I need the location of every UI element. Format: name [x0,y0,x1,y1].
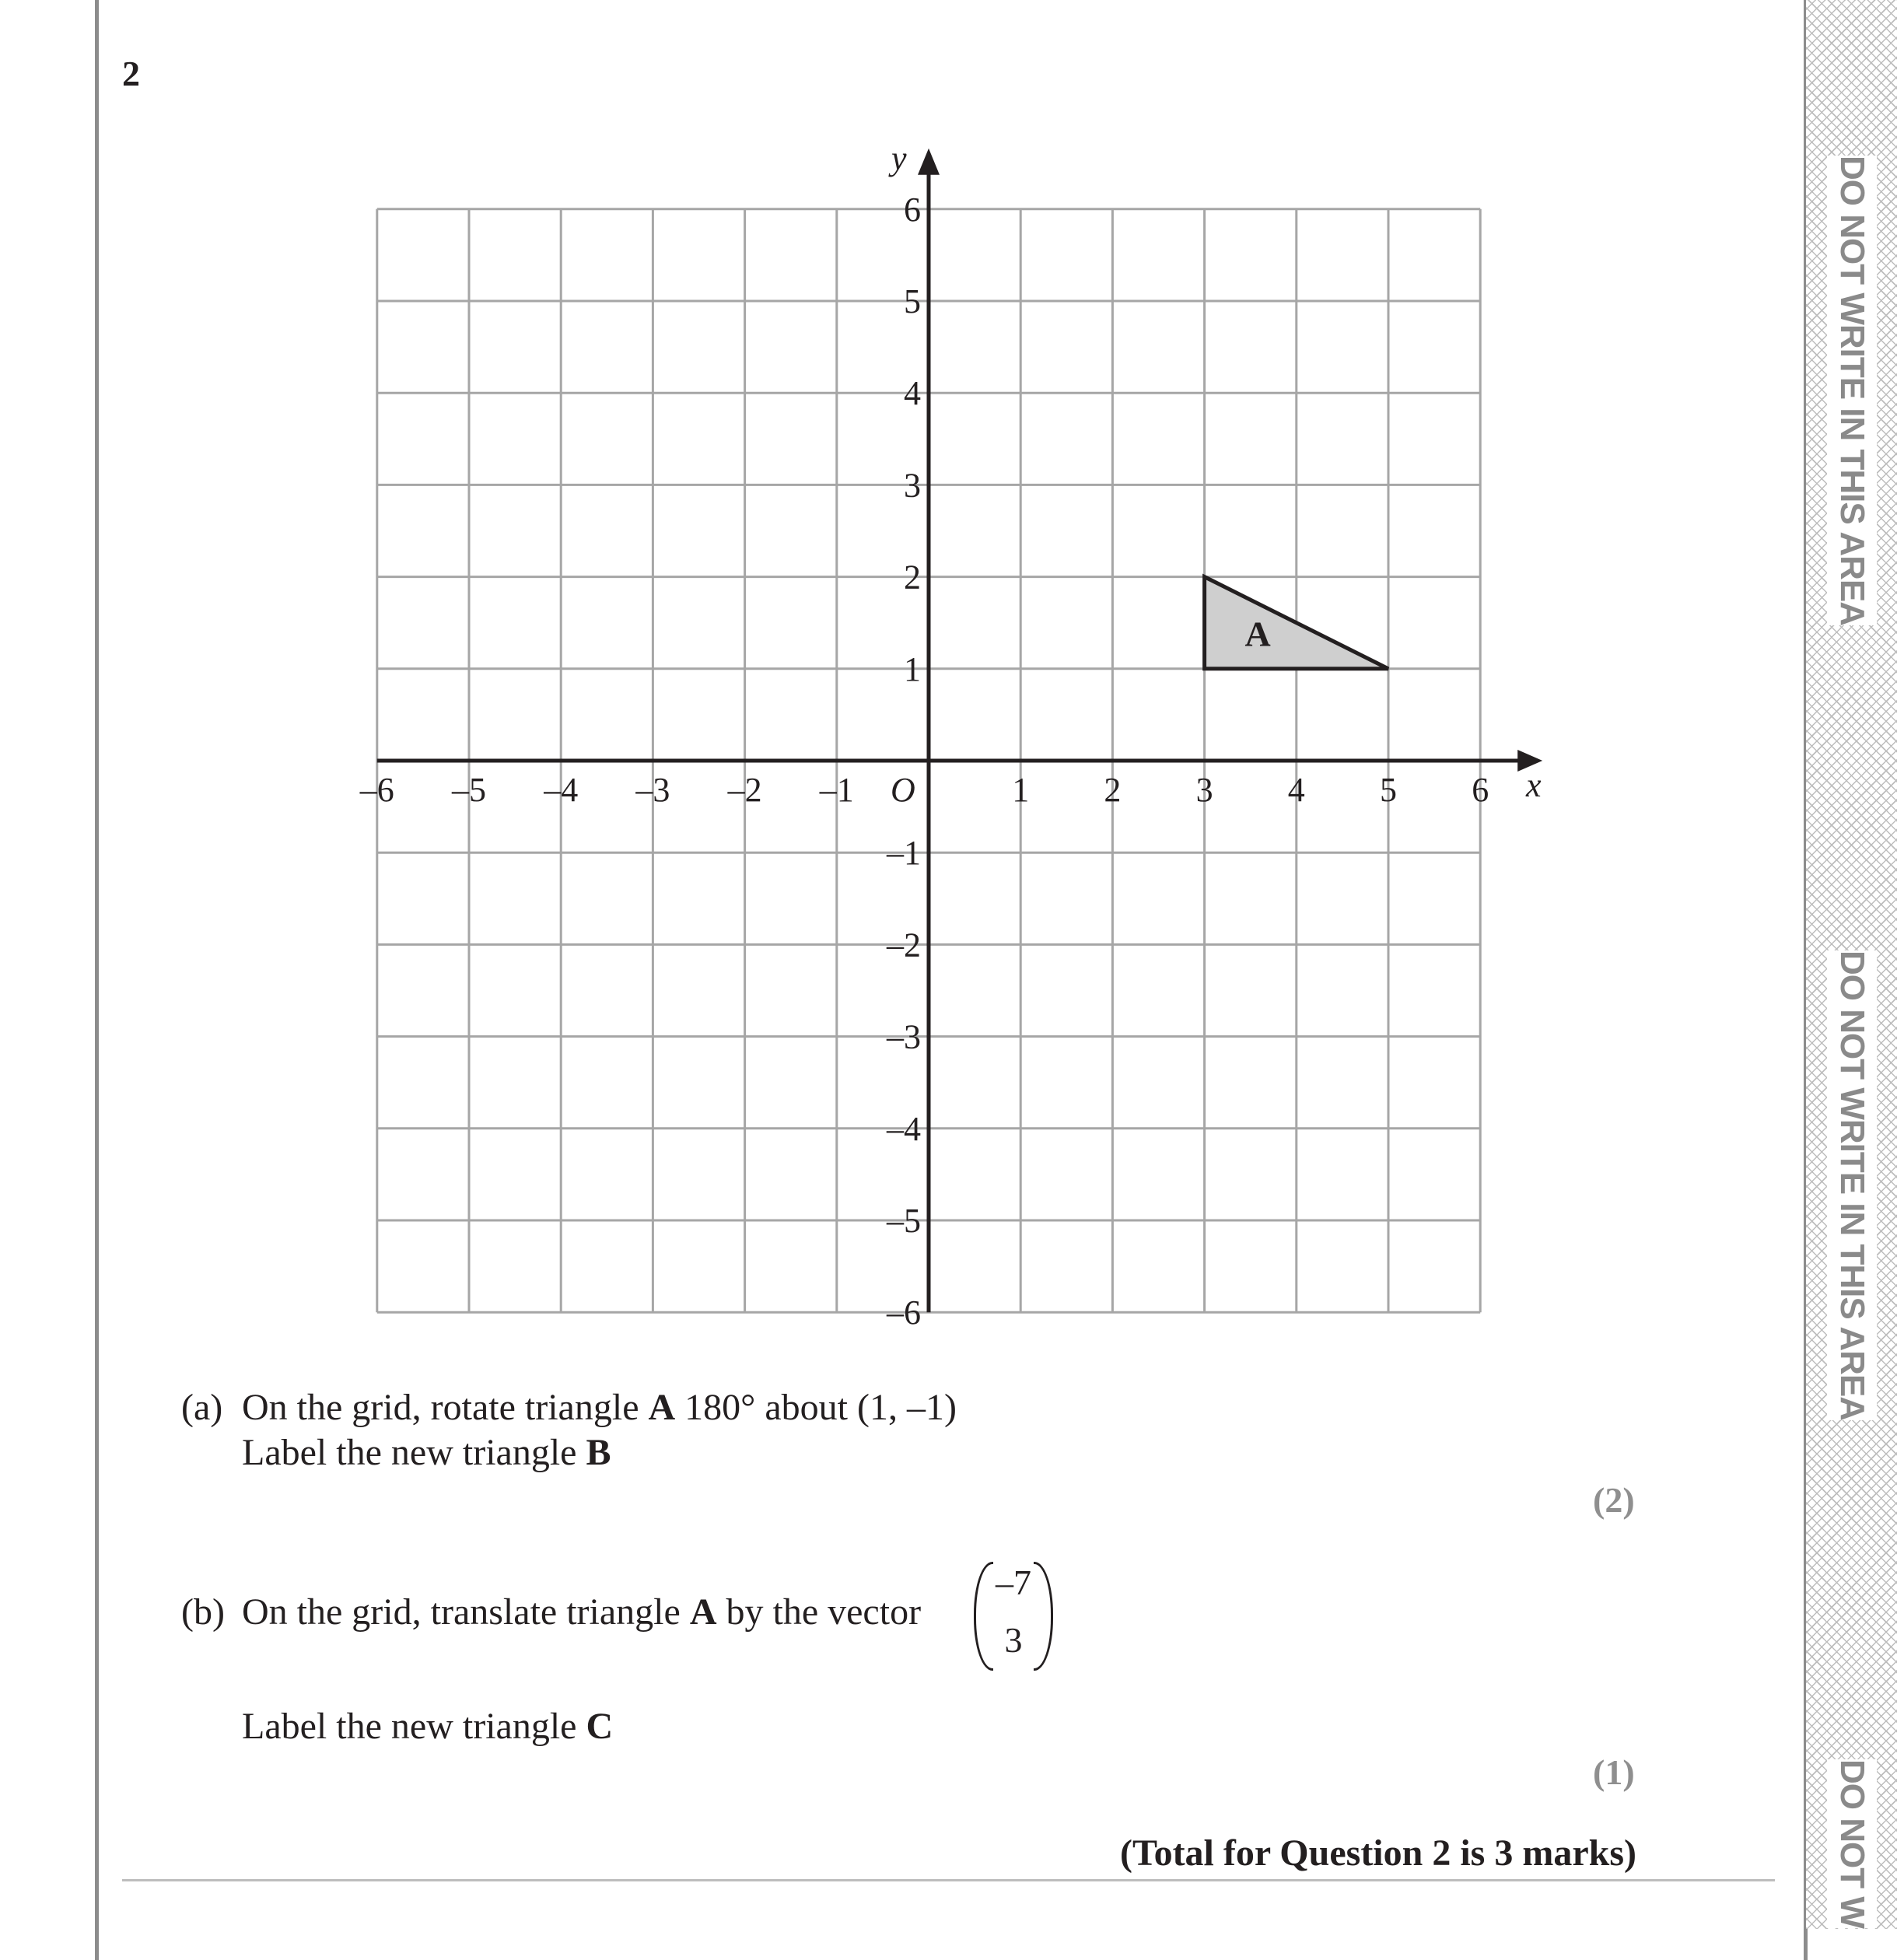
x-tick-label: 5 [1380,771,1397,809]
question-total: (Total for Question 2 is 3 marks) [1119,1832,1636,1874]
y-tick-label: –4 [887,1109,921,1148]
x-tick-label: –1 [819,771,854,809]
part-b-label-instruction: Label the new triangle C [242,1706,614,1747]
y-tick-label: 2 [904,558,921,597]
x-tick-label: –6 [359,771,394,809]
x-tick-label: 6 [1472,771,1489,809]
side-warning-bottom: DO NOT W [1827,1759,1877,1928]
x-tick-label: –5 [452,771,486,809]
x-tick-label: –2 [727,771,762,809]
x-tick-label: 1 [1012,771,1030,809]
y-tick-label: 4 [904,374,921,413]
vector-bottom-value: 3 [1004,1620,1023,1660]
y-tick-label: 3 [904,466,921,505]
y-tick-label: –3 [887,1017,921,1056]
question-number: 2 [122,54,140,93]
side-warning-middle: DO NOT WRITE IN THIS AREA [1827,950,1877,1420]
part-a-label: (a) [181,1387,223,1428]
y-tick-label: –6 [887,1293,921,1332]
triangle-a-label: A [1244,614,1271,654]
y-tick-label: –1 [887,834,921,873]
origin-label: O [891,771,915,809]
x-axis-label: x [1526,766,1542,804]
y-tick-label: 1 [904,649,921,688]
part-b-marks: (1) [1593,1752,1635,1792]
y-axis-arrowhead [918,149,940,175]
vector-top-value: –7 [996,1563,1031,1602]
part-a-label-instruction: Label the new triangle B [242,1432,611,1473]
axes [377,149,1542,1312]
x-tick-label: –3 [635,771,670,809]
y-tick-label: –5 [887,1202,921,1240]
part-a-instruction: On the grid, rotate triangle A 180° about (1, –1) [242,1387,957,1428]
x-tick-label: –4 [544,771,579,809]
part-a-marks: (2) [1593,1480,1635,1520]
translation-vector [971,1562,1056,1671]
part-b-label: (b) [181,1591,225,1633]
y-tick-label: 6 [904,190,921,229]
y-tick-label: 5 [904,282,921,320]
bottom-divider [122,1879,1775,1881]
x-tick-label: 2 [1104,771,1122,809]
x-tick-label: 4 [1287,771,1305,809]
x-tick-label: 3 [1195,771,1213,809]
part-b-instruction: On the grid, translate triangle A by the vector [242,1591,922,1633]
y-tick-label: –2 [887,926,921,964]
y-axis-label: y [891,139,907,177]
side-warning-top: DO NOT WRITE IN THIS AREA [1827,156,1877,625]
